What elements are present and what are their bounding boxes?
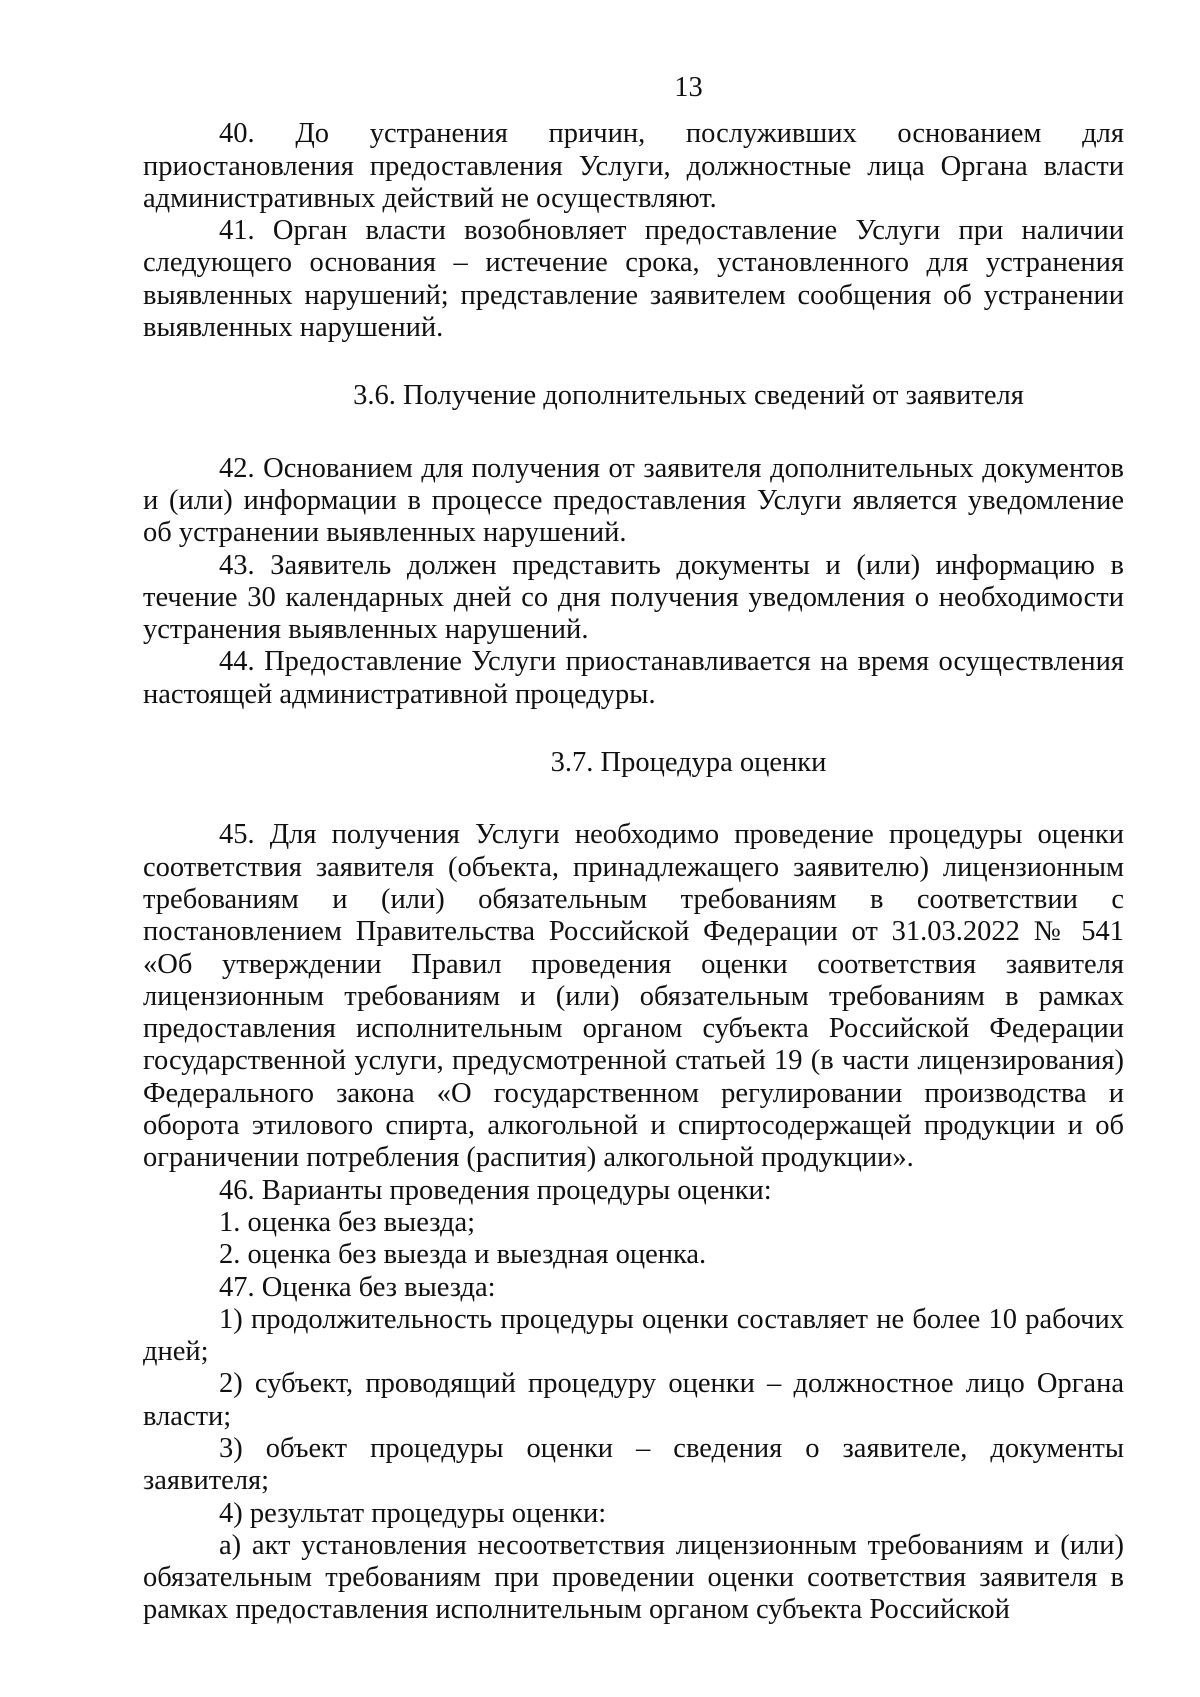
subitem-a: а) акт установления несоответствия лицензионным требованиям и (или) обязательным требованиям при проведении оценки соответствия заявителя в рамках предоставления исполнительным органом субъекта Российской (143, 1529, 1124, 1626)
subitem-4: 4) результат процедуры оценки: (219, 1497, 607, 1529)
subitem-2: 2) субъект, проводящий процедуру оценки – должностное лицо Органа власти; (143, 1368, 1124, 1432)
paragraph-45: 45. Для получения Услуги необходимо проведение процедуры оценки соответствия заявителя (объекта, принадлежащего заявителю) лицензионным требованиям и (или) обязательным требованиям в соответствии с постановлением Правительства Российской Федерации от 31.03.2022 № 541 «Об утверждении Правил проведения оценки соответствия заявителя лицензионным требованиям и (или) обязательным требованиям в рамках предоставления исполнительным органом субъекта Российской Федерации государственной услуги, предусмотренной статьей 19 (в части лицензирования) Федерального закона «О государственном регулировании производства и оборота этилового спирта, алкогольной и спиртосодержащей продукции и об ограничении потребления (распития) алкогольной продукции». (143, 819, 1124, 1174)
paragraph-43: 43. Заявитель должен представить документы и (или) информацию в течение 30 календарных дней со дня получения уведомления о необходимости устранения выявленных нарушений. (143, 549, 1124, 646)
subitem-1: 1) продолжительность процедуры оценки составляет не более 10 рабочих дней; (143, 1303, 1124, 1368)
section-heading-3-6: 3.6. Получение дополнительных сведений от заявителя (353, 380, 1024, 412)
paragraph-42: 42. Основанием для получения от заявителя дополнительных документов и (или) информации в процессе предоставления Услуги является уведомление об устранении выявленных нарушений. (143, 452, 1124, 549)
section-heading-3-7: 3.7. Процедура оценки (550, 747, 827, 779)
list-item-1: 1. оценка без выезда; (219, 1206, 476, 1238)
paragraph-47: 47. Оценка без выезда: (219, 1271, 496, 1303)
list-item-2: 2. оценка без выезда и выездная оценка. (219, 1239, 707, 1271)
paragraph-44: 44. Предоставление Услуги приостанавливается на время осуществления настоящей административной процедуры. (143, 646, 1124, 710)
paragraph-41: 41. Орган власти возобновляет предоставление Услуги при наличии следующего основания – истечение срока, установленного для устранения выявленных нарушений; представление заявителем сообщения об устранении выявленных нарушений. (143, 215, 1124, 344)
paragraph-46: 46. Варианты проведения процедуры оценки: (219, 1174, 772, 1206)
subitem-3: 3) объект процедуры оценки – сведения о заявителе, документы заявителя; (143, 1432, 1124, 1497)
page-number: 13 (674, 72, 703, 103)
paragraph-40: 40. До устранения причин, послуживших основанием для приостановления предоставления Услуги, должностные лица Органа власти административных действий не осуществляют. (143, 118, 1124, 214)
